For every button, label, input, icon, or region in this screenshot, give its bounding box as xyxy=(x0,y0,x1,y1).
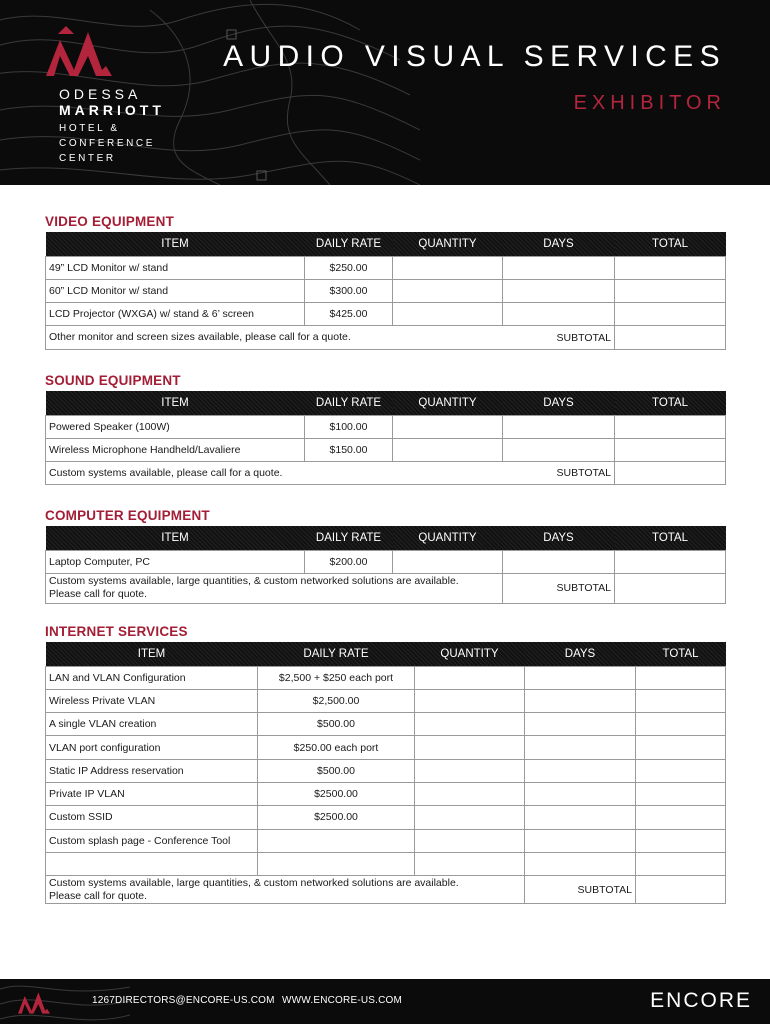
item-rate: $250.00 xyxy=(305,256,393,279)
item-name: Wireless Microphone Handheld/Lavaliere xyxy=(46,438,305,461)
item-rate: $100.00 xyxy=(305,415,393,438)
item-rate[interactable] xyxy=(258,852,415,875)
item-name: Custom SSID xyxy=(46,806,258,829)
item-name: 49” LCD Monitor w/ stand xyxy=(46,256,305,279)
col-quantity: QUANTITY xyxy=(393,526,503,550)
table-row xyxy=(46,666,726,689)
table-row xyxy=(46,303,726,326)
table-header xyxy=(46,642,726,666)
brand-name xyxy=(59,86,165,166)
total-field[interactable] xyxy=(615,415,726,438)
days-field[interactable] xyxy=(525,666,636,689)
item-name: Custom splash page - Conference Tool xyxy=(46,829,258,852)
days-field[interactable] xyxy=(525,782,636,805)
col-days: DAYS xyxy=(503,391,615,415)
item-name[interactable] xyxy=(46,852,258,875)
note-line-1: Custom systems available, large quantities, & custom networked solutions are available. xyxy=(49,876,459,889)
quantity-field[interactable] xyxy=(415,759,525,782)
col-days: DAYS xyxy=(525,642,636,666)
item-rate: $2,500 + $250 each port xyxy=(258,666,415,689)
computer-table xyxy=(45,526,726,604)
brand-line-4: CONFERENCE xyxy=(59,138,156,149)
col-rate: DAILY RATE xyxy=(305,526,393,550)
total-field[interactable] xyxy=(636,782,726,805)
days-field[interactable] xyxy=(503,303,615,326)
col-total: TOTAL xyxy=(615,391,726,415)
quantity-field[interactable] xyxy=(415,852,525,875)
subtotal-label: SUBTOTAL xyxy=(503,573,615,603)
brand-line-2: MARRIOTT xyxy=(59,102,165,118)
item-rate: $200.00 xyxy=(305,550,393,573)
table-row xyxy=(46,759,726,782)
col-total: TOTAL xyxy=(615,232,726,256)
days-field[interactable] xyxy=(525,806,636,829)
subtotal-row xyxy=(46,876,726,904)
item-name: A single VLAN creation xyxy=(46,713,258,736)
video-section-title: VIDEO EQUIPMENT xyxy=(45,214,175,229)
subtotal-field[interactable] xyxy=(636,876,726,904)
page-title: AUDIO VISUAL SERVICES xyxy=(223,40,726,73)
subtotal-field[interactable] xyxy=(615,326,726,349)
brand-line-3: HOTEL & xyxy=(59,123,120,134)
note-line-2: Please call for quote. xyxy=(49,889,148,902)
video-table xyxy=(45,232,726,350)
col-total: TOTAL xyxy=(636,642,726,666)
item-name: Private IP VLAN xyxy=(46,782,258,805)
days-field[interactable] xyxy=(525,829,636,852)
col-item: ITEM xyxy=(46,642,258,666)
total-field[interactable] xyxy=(636,829,726,852)
subtotal-row xyxy=(46,462,726,485)
days-field[interactable] xyxy=(525,759,636,782)
item-name: Powered Speaker (100W) xyxy=(46,415,305,438)
subtotal-field[interactable] xyxy=(615,573,726,603)
days-field[interactable] xyxy=(503,550,615,573)
col-rate: DAILY RATE xyxy=(258,642,415,666)
table-row xyxy=(46,782,726,805)
subtotal-field[interactable] xyxy=(615,462,726,485)
total-field[interactable] xyxy=(636,736,726,759)
table-row xyxy=(46,829,726,852)
quantity-field[interactable] xyxy=(393,279,503,302)
item-name: Wireless Private VLAN xyxy=(46,689,258,712)
brand-line-1: ODESSA xyxy=(59,86,142,102)
email-link[interactable]: 1267DIRECTORS@ENCORE-US.COM xyxy=(92,995,275,1006)
table-row xyxy=(46,806,726,829)
table-row xyxy=(46,279,726,302)
item-name: LAN and VLAN Configuration xyxy=(46,666,258,689)
days-field[interactable] xyxy=(525,689,636,712)
section-note: Custom systems available, please call for a quote. xyxy=(46,462,503,485)
days-field[interactable] xyxy=(525,736,636,759)
marriott-footer-logo-icon xyxy=(17,989,51,1015)
footer xyxy=(0,979,770,1024)
subtotal-label: SUBTOTAL xyxy=(503,462,615,485)
quantity-field[interactable] xyxy=(393,438,503,461)
item-rate: $425.00 xyxy=(305,303,393,326)
col-item: ITEM xyxy=(46,232,305,256)
section-note xyxy=(46,876,525,904)
table-row xyxy=(46,415,726,438)
table-row xyxy=(46,852,726,875)
table-header xyxy=(46,526,726,550)
days-field[interactable] xyxy=(525,713,636,736)
item-name: Laptop Computer, PC xyxy=(46,550,305,573)
note-line-1: Custom systems available, large quantities, & custom networked solutions are available. xyxy=(49,575,459,588)
total-field[interactable] xyxy=(615,279,726,302)
quantity-field[interactable] xyxy=(393,256,503,279)
quantity-field[interactable] xyxy=(415,736,525,759)
total-field[interactable] xyxy=(636,852,726,875)
subtotal-label: SUBTOTAL xyxy=(503,326,615,349)
internet-section-title: INTERNET SERVICES xyxy=(45,624,188,639)
subtotal-label: SUBTOTAL xyxy=(525,876,636,904)
total-field[interactable] xyxy=(615,550,726,573)
item-rate: $150.00 xyxy=(305,438,393,461)
total-field[interactable] xyxy=(636,689,726,712)
col-total: TOTAL xyxy=(615,526,726,550)
table-row xyxy=(46,736,726,759)
table-row xyxy=(46,689,726,712)
table-row xyxy=(46,550,726,573)
item-rate: $2500.00 xyxy=(258,806,415,829)
quantity-field[interactable] xyxy=(393,415,503,438)
days-field[interactable] xyxy=(503,256,615,279)
item-rate: $500.00 xyxy=(258,713,415,736)
col-item: ITEM xyxy=(46,391,305,415)
days-field[interactable] xyxy=(503,415,615,438)
item-rate: $2500.00 xyxy=(258,782,415,805)
page-subtitle: EXHIBITOR xyxy=(573,92,726,114)
item-name: Static IP Address reservation xyxy=(46,759,258,782)
quantity-field[interactable] xyxy=(415,806,525,829)
total-field[interactable] xyxy=(636,806,726,829)
total-field[interactable] xyxy=(615,256,726,279)
item-name: VLAN port configuration xyxy=(46,736,258,759)
table-row xyxy=(46,713,726,736)
quantity-field[interactable] xyxy=(415,782,525,805)
col-quantity: QUANTITY xyxy=(393,391,503,415)
table-header xyxy=(46,232,726,256)
item-name: LCD Projector (WXGA) w/ stand & 6’ screen xyxy=(46,303,305,326)
table-row xyxy=(46,256,726,279)
total-field[interactable] xyxy=(636,666,726,689)
item-rate xyxy=(258,829,415,852)
quantity-field[interactable] xyxy=(393,550,503,573)
col-quantity: QUANTITY xyxy=(393,232,503,256)
item-rate: $500.00 xyxy=(258,759,415,782)
computer-section-title: COMPUTER EQUIPMENT xyxy=(45,508,210,523)
col-days: DAYS xyxy=(503,232,615,256)
days-field[interactable] xyxy=(503,279,615,302)
table-row xyxy=(46,438,726,461)
item-rate: $300.00 xyxy=(305,279,393,302)
days-field[interactable] xyxy=(525,852,636,875)
col-item: ITEM xyxy=(46,526,305,550)
item-name: 60” LCD Monitor w/ stand xyxy=(46,279,305,302)
total-field[interactable] xyxy=(615,438,726,461)
item-rate: $250.00 each port xyxy=(258,736,415,759)
section-note: Other monitor and screen sizes available, please call for a quote. xyxy=(46,326,503,349)
header-banner xyxy=(0,0,770,185)
internet-table xyxy=(45,642,726,904)
table-header xyxy=(46,391,726,415)
marriott-logo-icon xyxy=(44,26,114,78)
subtotal-row xyxy=(46,573,726,603)
item-rate: $2,500.00 xyxy=(258,689,415,712)
subtotal-row xyxy=(46,326,726,349)
total-field[interactable] xyxy=(636,759,726,782)
total-field[interactable] xyxy=(615,303,726,326)
encore-logo: ENCORE xyxy=(650,989,752,1012)
col-rate: DAILY RATE xyxy=(305,391,393,415)
sound-table xyxy=(45,391,726,485)
col-days: DAYS xyxy=(503,526,615,550)
total-field[interactable] xyxy=(636,713,726,736)
col-quantity: QUANTITY xyxy=(415,642,525,666)
section-note xyxy=(46,573,503,603)
brand-line-5: CENTER xyxy=(59,153,116,164)
quantity-field[interactable] xyxy=(415,689,525,712)
quantity-field[interactable] xyxy=(415,713,525,736)
website-link[interactable]: WWW.ENCORE-US.COM xyxy=(282,995,403,1006)
days-field[interactable] xyxy=(503,438,615,461)
quantity-field[interactable] xyxy=(415,829,525,852)
sound-section-title: SOUND EQUIPMENT xyxy=(45,373,181,388)
note-line-2: Please call for quote. xyxy=(49,588,148,601)
col-rate: DAILY RATE xyxy=(305,232,393,256)
quantity-field[interactable] xyxy=(393,303,503,326)
quantity-field[interactable] xyxy=(415,666,525,689)
